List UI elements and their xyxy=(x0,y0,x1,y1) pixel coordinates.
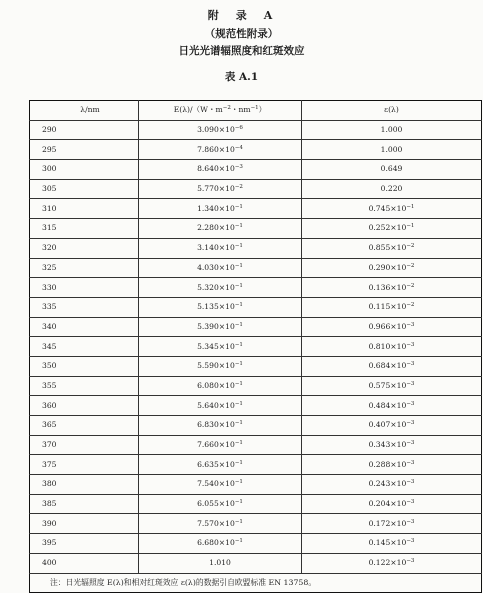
irradiance-mantissa: 2.280×10 xyxy=(197,223,235,233)
irradiance-cell xyxy=(139,553,302,573)
irradiance-exponent: −3 xyxy=(234,164,243,171)
erythema-cell xyxy=(302,534,482,554)
erythema-mantissa: 1.000 xyxy=(380,125,403,135)
irradiance-exponent: −1 xyxy=(234,380,243,387)
table-row xyxy=(30,160,482,180)
irradiance-exponent: −1 xyxy=(234,479,243,486)
table-header-row xyxy=(30,101,482,121)
irradiance-mantissa: 6.830×10 xyxy=(197,420,235,430)
table-row xyxy=(30,140,482,160)
erythema-exponent: −3 xyxy=(406,479,415,486)
irradiance-mantissa: 7.860×10 xyxy=(197,144,235,154)
irradiance-mantissa: 5.590×10 xyxy=(197,361,235,371)
irradiance-header-base: E(λ)/（W・m xyxy=(173,105,223,115)
wavelength-cell: 290 xyxy=(30,120,139,140)
irradiance-cell xyxy=(139,475,302,495)
irradiance-exponent: −1 xyxy=(234,400,243,407)
erythema-mantissa: 0.220 xyxy=(380,184,403,194)
irradiance-mantissa: 5.390×10 xyxy=(197,321,235,331)
irradiance-exponent: −1 xyxy=(234,420,243,427)
erythema-exponent: −3 xyxy=(406,499,415,506)
irradiance-exponent: −1 xyxy=(234,499,243,506)
irradiance-exponent: −1 xyxy=(234,440,243,447)
erythema-cell xyxy=(302,140,482,160)
irradiance-exponent: −1 xyxy=(234,243,243,250)
wavelength-cell: 380 xyxy=(30,475,139,495)
irradiance-exponent: −1 xyxy=(234,223,243,230)
table-row xyxy=(30,199,482,219)
irradiance-header-exp1: −2 xyxy=(222,105,231,112)
irradiance-exponent: −1 xyxy=(234,262,243,269)
erythema-cell xyxy=(302,396,482,416)
table-row xyxy=(30,278,482,298)
wavelength-cell: 300 xyxy=(30,160,139,180)
irradiance-mantissa: 6.635×10 xyxy=(197,459,235,469)
erythema-cell xyxy=(302,416,482,436)
erythema-cell xyxy=(302,494,482,514)
table-row xyxy=(30,494,482,514)
wavelength-cell: 365 xyxy=(30,416,139,436)
irradiance-cell xyxy=(139,376,302,396)
table-row xyxy=(30,356,482,376)
erythema-cell xyxy=(302,199,482,219)
irradiance-cell xyxy=(139,494,302,514)
erythema-mantissa: 0.966×10 xyxy=(368,321,407,331)
erythema-cell xyxy=(302,455,482,475)
table-row xyxy=(30,416,482,436)
wavelength-cell: 315 xyxy=(30,219,139,239)
appendix-type: （规范性附录） xyxy=(204,28,279,40)
erythema-exponent: −2 xyxy=(406,262,415,269)
erythema-mantissa: 0.407×10 xyxy=(368,420,407,430)
erythema-cell xyxy=(302,356,482,376)
erythema-cell xyxy=(302,553,482,573)
irradiance-mantissa: 7.660×10 xyxy=(197,440,235,450)
table-row xyxy=(30,435,482,455)
column-header-erythema: ε(λ) xyxy=(302,101,482,121)
wavelength-cell: 390 xyxy=(30,514,139,534)
wavelength-cell: 320 xyxy=(30,238,139,258)
table-note-row xyxy=(30,573,482,593)
irradiance-cell xyxy=(139,337,302,357)
erythema-cell xyxy=(302,435,482,455)
table-row xyxy=(30,396,482,416)
irradiance-mantissa: 7.570×10 xyxy=(197,518,235,528)
table-row xyxy=(30,219,482,239)
irradiance-cell xyxy=(139,140,302,160)
erythema-mantissa: 0.243×10 xyxy=(368,479,407,489)
table-row xyxy=(30,475,482,495)
erythema-exponent: −3 xyxy=(406,440,415,447)
erythema-cell xyxy=(302,337,482,357)
wavelength-cell: 360 xyxy=(30,396,139,416)
irradiance-cell xyxy=(139,238,302,258)
irradiance-mantissa: 1.010 xyxy=(209,558,231,568)
irradiance-mantissa: 3.140×10 xyxy=(197,243,235,253)
irradiance-cell xyxy=(139,396,302,416)
irradiance-mantissa: 4.030×10 xyxy=(197,262,235,272)
irradiance-mantissa: 6.680×10 xyxy=(197,538,235,548)
erythema-exponent: −3 xyxy=(406,400,415,407)
erythema-mantissa: 0.252×10 xyxy=(368,223,407,233)
irradiance-mantissa: 5.345×10 xyxy=(197,341,235,351)
irradiance-cell xyxy=(139,514,302,534)
erythema-exponent: −2 xyxy=(406,243,415,250)
wavelength-cell: 345 xyxy=(30,337,139,357)
irradiance-cell xyxy=(139,120,302,140)
irradiance-cell xyxy=(139,199,302,219)
table-row xyxy=(30,553,482,573)
erythema-mantissa: 0.115×10 xyxy=(368,302,407,312)
erythema-cell xyxy=(302,475,482,495)
erythema-cell xyxy=(302,317,482,337)
wavelength-cell: 325 xyxy=(30,258,139,278)
table-row xyxy=(30,317,482,337)
irradiance-mantissa: 5.640×10 xyxy=(197,400,235,410)
table-row xyxy=(30,455,482,475)
column-header-wavelength: λ/nm xyxy=(30,101,139,121)
erythema-exponent: −3 xyxy=(406,518,415,525)
erythema-exponent: −1 xyxy=(406,223,415,230)
wavelength-cell: 385 xyxy=(30,494,139,514)
irradiance-header-end: ） xyxy=(258,105,267,115)
wavelength-cell: 330 xyxy=(30,278,139,298)
irradiance-mantissa: 5.135×10 xyxy=(197,302,235,312)
irradiance-cell xyxy=(139,219,302,239)
erythema-cell xyxy=(302,514,482,534)
irradiance-exponent: −1 xyxy=(234,203,243,210)
erythema-mantissa: 0.290×10 xyxy=(368,262,407,272)
irradiance-cell xyxy=(139,356,302,376)
table-row xyxy=(30,297,482,317)
irradiance-cell xyxy=(139,278,302,298)
irradiance-cell xyxy=(139,455,302,475)
irradiance-exponent: −1 xyxy=(234,282,243,289)
irradiance-cell xyxy=(139,416,302,436)
table-row xyxy=(30,120,482,140)
table-row xyxy=(30,337,482,357)
erythema-cell xyxy=(302,278,482,298)
erythema-mantissa: 0.288×10 xyxy=(368,459,407,469)
erythema-cell xyxy=(302,160,482,180)
wavelength-cell: 350 xyxy=(30,356,139,376)
table-row xyxy=(30,258,482,278)
erythema-mantissa: 0.145×10 xyxy=(368,538,407,548)
erythema-exponent: −2 xyxy=(406,282,415,289)
erythema-exponent: −3 xyxy=(406,538,415,545)
erythema-mantissa: 0.136×10 xyxy=(368,282,407,292)
irradiance-exponent: −1 xyxy=(234,321,243,328)
erythema-cell xyxy=(302,258,482,278)
erythema-mantissa: 0.575×10 xyxy=(368,380,407,390)
irradiance-exponent: −1 xyxy=(234,302,243,309)
wavelength-cell: 395 xyxy=(30,534,139,554)
irradiance-mantissa: 5.770×10 xyxy=(197,184,235,194)
irradiance-cell xyxy=(139,160,302,180)
table-row xyxy=(30,238,482,258)
erythema-exponent: −2 xyxy=(406,302,415,309)
irradiance-mantissa: 6.080×10 xyxy=(197,380,235,390)
erythema-cell xyxy=(302,297,482,317)
wavelength-cell: 295 xyxy=(30,140,139,160)
wavelength-cell: 305 xyxy=(30,179,139,199)
irradiance-exponent: −1 xyxy=(234,459,243,466)
wavelength-cell: 340 xyxy=(30,317,139,337)
irradiance-cell xyxy=(139,534,302,554)
erythema-mantissa: 0.684×10 xyxy=(368,361,407,371)
table-row xyxy=(30,376,482,396)
wavelength-cell: 370 xyxy=(30,435,139,455)
erythema-cell xyxy=(302,120,482,140)
wavelength-cell: 355 xyxy=(30,376,139,396)
erythema-exponent: −3 xyxy=(406,459,415,466)
table-note: 注：日光辐照度 E(λ)和相对红斑效应 ε(λ)的数据引自欧盟标准 EN 13758。 xyxy=(30,573,482,593)
irradiance-exponent: −6 xyxy=(234,125,243,132)
erythema-cell xyxy=(302,238,482,258)
irradiance-exponent: −1 xyxy=(234,361,243,368)
table-row xyxy=(30,534,482,554)
spectral-irradiance-table xyxy=(29,100,482,593)
irradiance-exponent: −1 xyxy=(234,538,243,545)
irradiance-header-mid: ・nm xyxy=(230,105,251,115)
irradiance-mantissa: 3.090×10 xyxy=(197,125,235,135)
erythema-mantissa: 0.172×10 xyxy=(368,518,407,528)
wavelength-cell: 400 xyxy=(30,553,139,573)
irradiance-exponent: −2 xyxy=(234,184,243,191)
erythema-mantissa: 0.204×10 xyxy=(368,499,407,509)
irradiance-cell xyxy=(139,179,302,199)
irradiance-cell xyxy=(139,317,302,337)
erythema-cell xyxy=(302,179,482,199)
erythema-mantissa: 0.343×10 xyxy=(368,440,407,450)
irradiance-header-exp2: −1 xyxy=(250,105,259,112)
irradiance-exponent: −4 xyxy=(234,144,243,151)
table-body xyxy=(30,120,482,573)
erythema-cell xyxy=(302,376,482,396)
erythema-exponent: −3 xyxy=(406,341,415,348)
wavelength-cell: 310 xyxy=(30,199,139,219)
erythema-mantissa: 0.122×10 xyxy=(368,558,407,568)
erythema-mantissa: 0.855×10 xyxy=(368,243,407,253)
irradiance-exponent: −1 xyxy=(234,518,243,525)
erythema-exponent: −3 xyxy=(406,380,415,387)
irradiance-mantissa: 6.055×10 xyxy=(197,499,235,509)
erythema-exponent: −1 xyxy=(406,203,415,210)
appendix-title: 附 录 A xyxy=(207,9,276,22)
erythema-mantissa: 1.000 xyxy=(380,144,403,154)
table-row xyxy=(30,179,482,199)
erythema-exponent: −3 xyxy=(406,361,415,368)
wavelength-cell: 375 xyxy=(30,455,139,475)
erythema-mantissa: 0.649 xyxy=(380,164,403,174)
erythema-mantissa: 0.810×10 xyxy=(368,341,407,351)
column-header-irradiance xyxy=(139,101,302,121)
erythema-exponent: −3 xyxy=(406,558,415,565)
appendix-subtitle: 日光光谱辐照度和红斑效应 xyxy=(178,45,305,57)
irradiance-mantissa: 7.540×10 xyxy=(197,479,235,489)
table-caption: 表 A.1 xyxy=(224,71,259,83)
irradiance-mantissa: 8.640×10 xyxy=(197,164,235,174)
erythema-mantissa: 0.745×10 xyxy=(368,203,407,213)
wavelength-cell: 335 xyxy=(30,297,139,317)
appendix-headings xyxy=(0,8,483,84)
erythema-cell xyxy=(302,219,482,239)
irradiance-cell xyxy=(139,435,302,455)
erythema-exponent: −3 xyxy=(406,420,415,427)
irradiance-mantissa: 1.340×10 xyxy=(197,203,235,213)
erythema-mantissa: 0.484×10 xyxy=(368,400,407,410)
irradiance-cell xyxy=(139,297,302,317)
erythema-exponent: −3 xyxy=(406,321,415,328)
irradiance-exponent: −1 xyxy=(234,341,243,348)
irradiance-mantissa: 5.320×10 xyxy=(197,282,235,292)
irradiance-cell xyxy=(139,258,302,278)
table-row xyxy=(30,514,482,534)
